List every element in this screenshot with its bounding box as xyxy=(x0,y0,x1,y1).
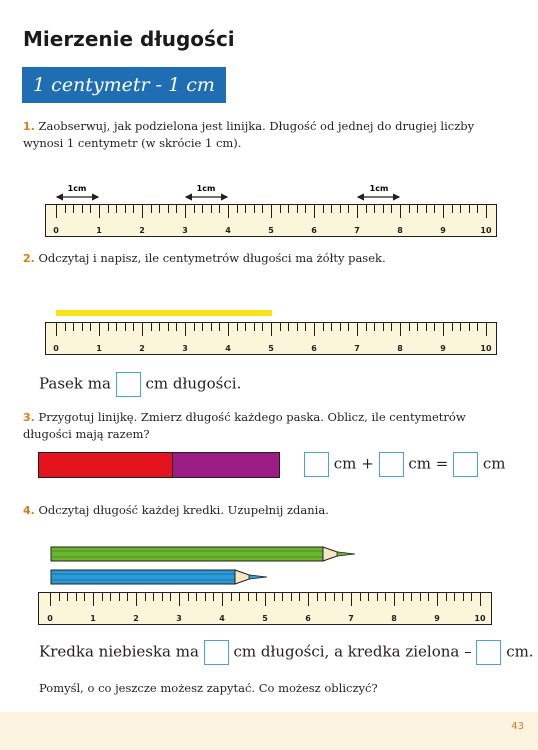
ruler-minor-tick xyxy=(317,593,318,601)
ruler-major-tick xyxy=(308,593,309,606)
ruler-minor-tick xyxy=(331,323,332,331)
ruler-minor-tick xyxy=(323,205,324,213)
ruler-minor-tick xyxy=(256,593,257,601)
ruler-major-tick xyxy=(142,205,143,218)
ruler-label: 4 xyxy=(225,226,231,235)
ruler-minor-tick xyxy=(196,593,197,601)
ruler-minor-tick xyxy=(280,205,281,213)
task-3-equation xyxy=(304,452,506,477)
page-footer xyxy=(0,712,538,750)
ruler-minor-tick xyxy=(325,593,326,601)
ruler-minor-tick xyxy=(116,205,117,213)
ruler-major-tick xyxy=(443,205,444,218)
ruler-minor-tick xyxy=(90,323,91,331)
ruler-label: 8 xyxy=(397,226,403,235)
ruler-minor-tick xyxy=(426,323,427,331)
ruler-label: 3 xyxy=(182,344,188,353)
ruler-minor-tick xyxy=(383,323,384,331)
task-3-plus: + xyxy=(361,454,374,473)
task-1 xyxy=(23,118,503,152)
ruler-major-tick xyxy=(56,323,57,336)
ruler-minor-tick xyxy=(213,593,214,601)
cm-arrow-1-label: 1cm xyxy=(67,184,87,193)
ruler-minor-tick xyxy=(469,205,470,213)
ruler-major-tick xyxy=(50,593,51,606)
cm-arrow-2 xyxy=(186,184,227,197)
task-2-answer-prefix: Pasek ma xyxy=(39,374,111,393)
ruler-minor-tick xyxy=(403,593,404,601)
ruler-major-tick xyxy=(400,323,401,336)
ruler-minor-tick xyxy=(454,593,455,601)
ruler-label: 2 xyxy=(139,226,145,235)
page-number: 43 xyxy=(511,721,524,732)
ruler-minor-tick xyxy=(237,323,238,331)
ruler-major-tick xyxy=(357,323,358,336)
ruler-minor-tick xyxy=(288,205,289,213)
task-1-text: Zaobserwuj, jak podzielona jest linijka. Długość od jednej do drugiej liczby wynosi 1 centymetr (w skrócie 1 cm). xyxy=(23,119,475,150)
ruler-major-tick xyxy=(185,323,186,336)
ruler-minor-tick xyxy=(426,205,427,213)
ruler-major-tick xyxy=(99,323,100,336)
ruler-minor-tick xyxy=(428,593,429,601)
ruler-major-tick xyxy=(271,205,272,218)
task-4-green-box[interactable] xyxy=(476,640,501,665)
ruler-minor-tick xyxy=(348,205,349,213)
ruler-minor-tick xyxy=(176,205,177,213)
ruler-minor-tick xyxy=(73,323,74,331)
ruler-minor-tick xyxy=(477,205,478,213)
ruler-minor-tick xyxy=(202,323,203,331)
ruler-label: 10 xyxy=(480,344,492,353)
task-3-purple-box[interactable] xyxy=(379,452,404,477)
ruler-major-tick xyxy=(228,323,229,336)
ruler-minor-tick xyxy=(127,593,128,601)
ruler-minor-tick xyxy=(409,205,410,213)
ruler-minor-tick xyxy=(348,323,349,331)
ruler-minor-tick xyxy=(151,205,152,213)
cm-arrows xyxy=(0,180,538,206)
ruler-major-tick xyxy=(142,323,143,336)
ruler-minor-tick xyxy=(133,323,134,331)
ruler-minor-tick xyxy=(170,593,171,601)
ruler-minor-tick xyxy=(176,323,177,331)
ruler-major-tick xyxy=(56,205,57,218)
task-3-unit-1: cm xyxy=(333,454,357,473)
ruler-label: 0 xyxy=(53,226,59,235)
ruler-minor-tick xyxy=(194,323,195,331)
ruler-minor-tick xyxy=(90,205,91,213)
ruler-major-tick xyxy=(185,205,186,218)
ruler-minor-tick xyxy=(411,593,412,601)
ruler-minor-tick xyxy=(67,593,68,601)
task-2-text: Odczytaj i napisz, ile centymetrów długości ma żółty pasek. xyxy=(38,251,386,265)
ruler-minor-tick xyxy=(452,323,453,331)
ruler-major-tick xyxy=(480,593,481,606)
task-3-text: Przygotuj linijkę. Zmierz długość każdego paska. Oblicz, ile centymetrów długości mają razem? xyxy=(23,410,466,441)
ruler-minor-tick xyxy=(239,593,240,601)
ruler-minor-tick xyxy=(282,593,283,601)
ruler-minor-tick xyxy=(202,205,203,213)
ruler-label: 1 xyxy=(96,344,102,353)
ruler-minor-tick xyxy=(168,323,169,331)
ruler-major-tick xyxy=(271,323,272,336)
ruler-label: 6 xyxy=(311,226,317,235)
cm-arrow-1 xyxy=(57,184,98,197)
crayons xyxy=(0,540,538,590)
task-4-sentence xyxy=(39,640,534,665)
ruler-label: 3 xyxy=(182,226,188,235)
task-2 xyxy=(23,250,503,267)
ruler-minor-tick xyxy=(305,323,306,331)
cm-arrow-2-label: 1cm xyxy=(196,184,216,193)
ruler-minor-tick xyxy=(108,323,109,331)
ruler-label: 9 xyxy=(440,226,446,235)
ruler-minor-tick xyxy=(477,323,478,331)
ruler-label: 5 xyxy=(268,344,274,353)
ruler-minor-tick xyxy=(125,323,126,331)
ruler-minor-tick xyxy=(159,323,160,331)
ruler-minor-tick xyxy=(82,205,83,213)
ruler-label: 2 xyxy=(133,614,139,623)
task-4-blue-box[interactable] xyxy=(204,640,229,665)
ruler-minor-tick xyxy=(342,593,343,601)
red-strip xyxy=(38,452,173,478)
ruler-label: 1 xyxy=(90,614,96,623)
ruler-major-tick xyxy=(314,323,315,336)
ruler-minor-tick xyxy=(84,593,85,601)
ruler-minor-tick xyxy=(219,323,220,331)
ruler-major-tick xyxy=(265,593,266,606)
ruler-label: 1 xyxy=(96,226,102,235)
ruler-major-tick xyxy=(400,205,401,218)
task-3-red-box[interactable] xyxy=(304,452,329,477)
ruler-major-tick xyxy=(228,205,229,218)
ruler-minor-tick xyxy=(153,593,154,601)
task-2-answer-suffix: cm długości. xyxy=(145,374,242,393)
ruler-major-tick xyxy=(314,205,315,218)
ruler-minor-tick xyxy=(205,593,206,601)
ruler-label: 7 xyxy=(354,226,360,235)
ruler-label: 6 xyxy=(305,614,311,623)
ruler-minor-tick xyxy=(417,205,418,213)
blue-crayon xyxy=(51,570,267,584)
ruler-minor-tick xyxy=(323,323,324,331)
task-3 xyxy=(23,409,505,443)
ruler-label: 2 xyxy=(139,344,145,353)
ruler-minor-tick xyxy=(460,205,461,213)
ruler-minor-tick xyxy=(133,205,134,213)
ruler-minor-tick xyxy=(59,593,60,601)
ruler-minor-tick xyxy=(469,323,470,331)
ruler-minor-tick xyxy=(211,323,212,331)
ruler-label: 5 xyxy=(262,614,268,623)
ruler-minor-tick xyxy=(391,323,392,331)
ruler-minor-tick xyxy=(168,205,169,213)
task-2-answer xyxy=(39,372,241,397)
ruler-minor-tick xyxy=(211,205,212,213)
ruler-minor-tick xyxy=(463,593,464,601)
ruler-label: 10 xyxy=(474,614,486,623)
ruler-minor-tick xyxy=(291,593,292,601)
task-3-unit-3: cm xyxy=(482,454,506,473)
ruler-minor-tick xyxy=(368,593,369,601)
ruler-minor-tick xyxy=(254,205,255,213)
ruler-minor-tick xyxy=(110,593,111,601)
ruler-minor-tick xyxy=(280,323,281,331)
ruler-minor-tick xyxy=(274,593,275,601)
ruler-major-tick xyxy=(136,593,137,606)
ruler-minor-tick xyxy=(434,323,435,331)
cm-arrow-3-label: 1cm xyxy=(369,184,389,193)
task-4-number: 4. xyxy=(23,504,35,517)
green-crayon xyxy=(51,547,355,561)
ruler-label: 3 xyxy=(176,614,182,623)
purple-strip xyxy=(172,452,280,478)
ruler-minor-tick xyxy=(366,205,367,213)
ruler-minor-tick xyxy=(452,205,453,213)
ruler-minor-tick xyxy=(145,593,146,601)
ruler-minor-tick xyxy=(460,323,461,331)
ruler-minor-tick xyxy=(65,205,66,213)
ruler-task-4 xyxy=(38,592,492,625)
ruler-minor-tick xyxy=(340,323,341,331)
ruler-minor-tick xyxy=(340,205,341,213)
ruler-minor-tick xyxy=(409,323,410,331)
ruler-minor-tick xyxy=(262,205,263,213)
ruler-label: 5 xyxy=(268,226,274,235)
ruler-major-tick xyxy=(179,593,180,606)
ruler-minor-tick xyxy=(102,593,103,601)
task-1-number: 1. xyxy=(23,120,35,133)
ruler-minor-tick xyxy=(245,205,246,213)
ruler-minor-tick xyxy=(366,323,367,331)
ruler-label: 7 xyxy=(354,344,360,353)
ruler-minor-tick xyxy=(245,323,246,331)
task-4 xyxy=(23,502,503,519)
ruler-minor-tick xyxy=(119,593,120,601)
ruler-minor-tick xyxy=(297,323,298,331)
ruler-minor-tick xyxy=(65,323,66,331)
task-4-sentence-part-1: Kredka niebieska ma xyxy=(39,642,199,661)
ruler-major-tick xyxy=(222,593,223,606)
ruler-minor-tick xyxy=(374,205,375,213)
ruler-minor-tick xyxy=(116,323,117,331)
ruler-minor-tick xyxy=(417,323,418,331)
ruler-minor-tick xyxy=(219,205,220,213)
ruler-minor-tick xyxy=(305,205,306,213)
ruler-minor-tick xyxy=(434,205,435,213)
ruler-label: 4 xyxy=(225,344,231,353)
ruler-minor-tick xyxy=(188,593,189,601)
ruler-minor-tick xyxy=(76,593,77,601)
task-3-equals: = xyxy=(435,454,449,473)
ruler-minor-tick xyxy=(231,593,232,601)
ruler-major-tick xyxy=(394,593,395,606)
ruler-minor-tick xyxy=(108,205,109,213)
ruler-major-tick xyxy=(437,593,438,606)
ruler-minor-tick xyxy=(391,205,392,213)
ruler-minor-tick xyxy=(334,593,335,601)
ruler-minor-tick xyxy=(159,205,160,213)
ruler-label: 8 xyxy=(397,344,403,353)
ruler-label: 7 xyxy=(348,614,354,623)
task-4-sentence-part-2: cm długości, a kredka zielona – xyxy=(233,642,472,661)
task-4-sentence-part-3: cm. xyxy=(506,642,534,661)
ruler-label: 6 xyxy=(311,344,317,353)
ruler-minor-tick xyxy=(237,205,238,213)
cm-arrow-3 xyxy=(358,184,399,197)
ruler-minor-tick xyxy=(73,205,74,213)
task-4-text: Odczytaj długość każdej kredki. Uzupełnij zdania. xyxy=(38,503,329,517)
ruler-minor-tick xyxy=(331,205,332,213)
task-3-sum-box[interactable] xyxy=(453,452,478,477)
ruler-minor-tick xyxy=(262,323,263,331)
task-3-number: 3. xyxy=(23,411,35,424)
ruler-label: 9 xyxy=(440,344,446,353)
task-2-answer-box[interactable] xyxy=(116,372,141,397)
ruler-minor-tick xyxy=(248,593,249,601)
ruler-label: 4 xyxy=(219,614,225,623)
ruler-minor-tick xyxy=(420,593,421,601)
ruler-minor-tick xyxy=(288,323,289,331)
task-2-number: 2. xyxy=(23,252,35,265)
ruler-major-tick xyxy=(93,593,94,606)
ruler-major-tick xyxy=(486,205,487,218)
ruler-minor-tick xyxy=(360,593,361,601)
ruler-minor-tick xyxy=(194,205,195,213)
ruler-label: 8 xyxy=(391,614,397,623)
ruler-minor-tick xyxy=(377,593,378,601)
ruler-minor-tick xyxy=(471,593,472,601)
ruler-label: 0 xyxy=(53,344,59,353)
ruler-major-tick xyxy=(486,323,487,336)
ruler-major-tick xyxy=(351,593,352,606)
yellow-strip xyxy=(56,310,272,316)
ruler-minor-tick xyxy=(446,593,447,601)
ruler-major-tick xyxy=(443,323,444,336)
ruler-minor-tick xyxy=(125,205,126,213)
ruler-major-tick xyxy=(357,205,358,218)
ruler-minor-tick xyxy=(82,323,83,331)
ruler-label: 0 xyxy=(47,614,53,623)
ruler-minor-tick xyxy=(151,323,152,331)
ruler-minor-tick xyxy=(383,205,384,213)
ruler-label: 10 xyxy=(480,226,492,235)
ruler-minor-tick xyxy=(297,205,298,213)
ruler-task-1 xyxy=(45,204,497,237)
closing-question: Pomyśl, o co jeszcze możesz zapytać. Co możesz obliczyć? xyxy=(39,681,378,695)
ruler-minor-tick xyxy=(374,323,375,331)
ruler-minor-tick xyxy=(299,593,300,601)
topic-banner: 1 centymetr - 1 cm xyxy=(22,67,226,103)
ruler-label: 9 xyxy=(434,614,440,623)
ruler-minor-tick xyxy=(385,593,386,601)
task-3-unit-2: cm xyxy=(408,454,431,473)
ruler-minor-tick xyxy=(162,593,163,601)
ruler-minor-tick xyxy=(254,323,255,331)
ruler-major-tick xyxy=(99,205,100,218)
ruler-task-2 xyxy=(45,322,497,355)
page-title: Mierzenie długości xyxy=(23,27,235,51)
